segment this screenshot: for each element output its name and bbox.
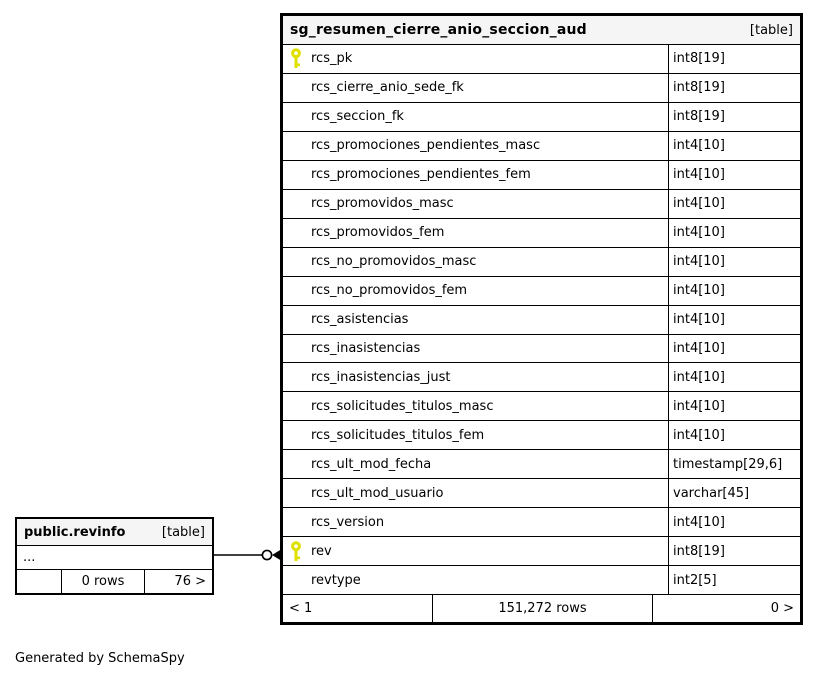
column-type: int4[10] <box>668 248 800 276</box>
table-column-row <box>283 335 800 364</box>
column-name: rcs_ult_mod_usuario <box>311 485 444 501</box>
column-name: rcs_solicitudes_titulos_masc <box>311 398 494 414</box>
revinfo-row-count: 0 rows <box>61 570 145 593</box>
column-name-cell <box>283 161 668 189</box>
column-name-cell <box>283 450 668 478</box>
table-column-row <box>283 508 800 537</box>
column-name: rcs_pk <box>311 51 353 67</box>
revinfo-header <box>17 519 212 546</box>
revinfo-parents-count <box>17 570 61 593</box>
column-type: int4[10] <box>668 161 800 189</box>
column-name-cell <box>283 508 668 536</box>
table-column-row <box>283 421 800 450</box>
column-name: rcs_no_promovidos_masc <box>311 254 477 270</box>
column-name: rcs_asistencias <box>311 312 409 328</box>
column-name-cell <box>283 248 668 276</box>
revinfo-title[interactable]: public.revinfo <box>24 524 126 540</box>
table-column-row <box>283 190 800 219</box>
generated-by-note: Generated by SchemaSpy <box>15 651 185 666</box>
column-name: rcs_inasistencias <box>311 341 421 356</box>
column-name-cell <box>283 306 668 334</box>
main-table-node <box>280 13 803 625</box>
column-name: rcs_version <box>311 514 385 530</box>
column-name-cell <box>283 103 668 131</box>
revinfo-type-badge: [table] <box>161 524 205 540</box>
table-column-row <box>283 392 800 421</box>
column-name: rcs_solicitudes_titulos_fem <box>311 427 485 443</box>
column-type: int4[10] <box>668 277 800 305</box>
column-type: int8[19] <box>668 45 800 73</box>
related-table-revinfo[interactable] <box>15 517 214 595</box>
column-name-cell <box>283 132 668 160</box>
column-type: int4[10] <box>668 219 800 247</box>
revinfo-footer <box>17 570 212 593</box>
main-table-footer <box>283 595 800 622</box>
table-column-row <box>283 161 800 190</box>
table-column-row <box>283 277 800 306</box>
column-name-cell <box>283 335 668 363</box>
column-name: rcs_no_promovidos_fem <box>311 283 468 299</box>
fk-relationship-connector <box>212 544 281 566</box>
main-row-count: 151,272 rows <box>432 595 653 622</box>
column-name: rev <box>311 543 332 559</box>
column-name: rcs_promovidos_fem <box>311 225 445 241</box>
table-column-row <box>283 45 800 74</box>
main-table-type-badge: [table] <box>749 22 793 38</box>
column-name-cell <box>283 479 668 507</box>
column-name: rcs_promovidos_masc <box>311 196 454 212</box>
table-column-row <box>283 306 800 335</box>
column-name: rcs_promociones_pendientes_masc <box>311 138 541 154</box>
column-type: int8[19] <box>668 74 800 102</box>
column-type: int4[10] <box>668 190 800 218</box>
main-children-count: 0 > <box>770 601 794 616</box>
table-column-row <box>283 219 800 248</box>
column-name: rcs_promociones_pendientes_fem <box>311 167 531 183</box>
table-column-row <box>283 363 800 392</box>
primary-key-icon <box>290 541 304 562</box>
column-type: int4[10] <box>668 306 800 334</box>
main-parents-count: < 1 <box>289 601 313 616</box>
column-type: int8[19] <box>668 537 800 565</box>
column-type: int4[10] <box>668 132 800 160</box>
column-name-cell <box>283 74 668 102</box>
main-table-header <box>283 16 800 45</box>
table-column-row <box>283 248 800 277</box>
column-type: int2[5] <box>668 566 800 594</box>
column-name: rcs_cierre_anio_sede_fk <box>311 80 464 96</box>
column-rows <box>283 45 800 595</box>
column-name-cell <box>283 363 668 391</box>
column-type: int4[10] <box>668 335 800 363</box>
table-column-row <box>283 566 800 595</box>
table-column-row <box>283 132 800 161</box>
column-type: int4[10] <box>668 392 800 420</box>
column-type: int4[10] <box>668 508 800 536</box>
column-name: rcs_inasistencias_just <box>311 369 451 385</box>
revinfo-children-count: 76 > <box>174 574 206 589</box>
column-name: rcs_seccion_fk <box>311 109 404 125</box>
column-name: revtype <box>311 572 361 588</box>
revinfo-collapsed-columns: ... <box>17 546 212 570</box>
column-name-cell <box>283 392 668 420</box>
main-table-title[interactable]: sg_resumen_cierre_anio_seccion_aud <box>290 22 587 38</box>
column-type: int4[10] <box>668 421 800 449</box>
column-type: int4[10] <box>668 363 800 391</box>
column-name: rcs_ult_mod_fecha <box>311 456 432 472</box>
primary-key-icon <box>290 48 304 69</box>
table-column-row <box>283 74 800 103</box>
column-type: varchar[45] <box>668 479 800 507</box>
table-column-row <box>283 537 800 566</box>
column-name-cell <box>283 421 668 449</box>
column-name-cell <box>283 537 668 565</box>
column-name-cell <box>283 219 668 247</box>
column-type: timestamp[29,6] <box>668 450 800 478</box>
column-type: int8[19] <box>668 103 800 131</box>
column-name-cell <box>283 190 668 218</box>
column-name-cell <box>283 45 668 73</box>
table-column-row <box>283 103 800 132</box>
column-name-cell <box>283 277 668 305</box>
column-name-cell <box>283 566 668 594</box>
table-column-row <box>283 479 800 508</box>
table-column-row <box>283 450 800 479</box>
